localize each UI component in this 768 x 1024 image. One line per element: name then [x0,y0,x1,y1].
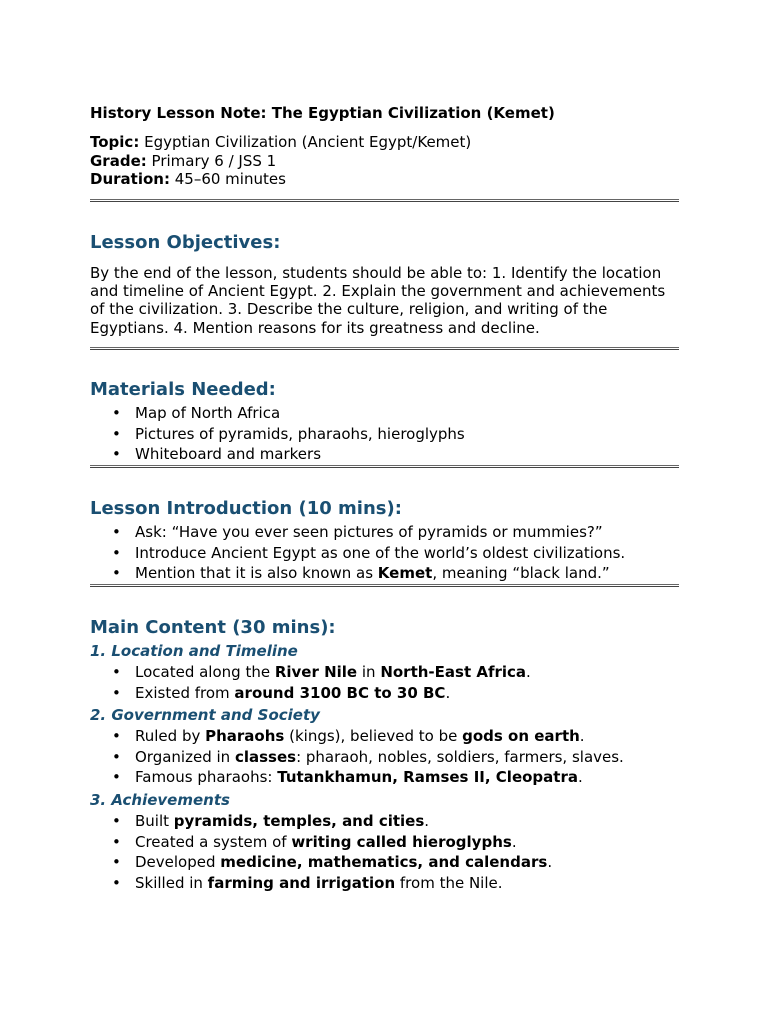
item-emphasis: medicine, mathematics, and calendars [220,853,548,871]
list-item: • Map of North Africa [90,403,465,424]
list-item [90,873,552,894]
topic-value: Egyptian Civilization (Ancient Egypt/Kemet) [144,133,472,151]
list-item: • Whiteboard and markers [90,444,465,465]
item-text: Skilled in [135,873,208,892]
list-item [90,662,531,683]
list-item [90,747,624,768]
item-emphasis: gods on earth [462,727,580,745]
item-text: . [424,812,430,830]
item-text: from the Nile. [395,873,503,892]
item-text: in [357,663,381,681]
item-emphasis: River Nile [274,663,358,681]
list-item [90,767,624,788]
document-title: History Lesson Note: The Egyptian Civilization (Kemet) [90,104,555,122]
item-text: Located along the [135,663,275,681]
list-item [90,563,625,584]
item-text: . [445,683,451,702]
item-text: Famous pharaohs: [135,768,278,786]
grade-line [90,152,471,171]
item-text: Ruled by [135,727,206,745]
list-item: • Introduce Ancient Egypt as one of the world’s oldest civilizations. [90,543,625,564]
item-emphasis: Kemet [377,564,433,582]
section-list [90,726,624,788]
duration-line [90,170,471,189]
introduction-heading: Lesson Introduction (10 mins): [90,498,402,519]
item-text: Mention that it is also known as [135,564,378,582]
lesson-meta [90,133,471,189]
item-text: , meaning “black land.” [432,564,610,582]
section-title: 1. Location and Timeline [90,642,298,660]
item-text: : pharaoh, nobles, soldiers, farmers, slaves. [296,747,624,766]
list-item: • Pictures of pyramids, pharaohs, hieroglyphs [90,424,465,445]
item-emphasis: farming and irrigation [207,873,396,892]
objectives-heading: Lesson Objectives: [90,232,281,253]
divider [90,199,679,202]
item-emphasis: classes [234,747,297,766]
item-emphasis: Tutankhamun, Ramses II, Cleopatra [277,768,578,786]
item-text: Created a system of [135,832,292,851]
materials-list [90,403,465,465]
topic-line [90,133,471,152]
section-list [90,662,531,703]
item-text: Existed from [135,683,235,702]
item-emphasis: pyramids, temples, and cities [173,812,425,830]
duration-label: Duration: [90,170,170,188]
item-text: . [577,768,583,786]
section-list [90,811,552,893]
item-emphasis: Pharaohs [205,727,285,745]
item-emphasis: writing called hieroglyphs [291,832,512,851]
list-item: • Ask: “Have you ever seen pictures of pyramids or mummies?” [90,522,625,543]
item-emphasis: around 3100 BC to 30 BC [234,683,446,702]
item-text: Developed [135,853,221,871]
materials-heading: Materials Needed: [90,379,276,400]
list-item [90,852,552,873]
topic-label: Topic: [90,133,140,151]
item-emphasis: North-East Africa [380,663,527,681]
list-item [90,683,531,704]
duration-value: 45–60 minutes [174,170,286,188]
grade-value: Primary 6 / JSS 1 [151,151,277,170]
grade-label: Grade: [90,151,147,170]
main-content-heading: Main Content (30 mins): [90,617,336,638]
divider [90,465,679,468]
divider [90,347,679,350]
list-item [90,832,552,853]
item-text: Organized in [135,747,235,766]
item-text: . [547,853,553,871]
list-item [90,811,552,832]
item-text: Built [135,812,174,830]
section-title: 3. Achievements [90,791,230,809]
item-text: . [579,727,585,745]
item-text: . [526,663,531,681]
introduction-list [90,522,625,584]
list-item [90,726,624,747]
objectives-text: By the end of the lesson, students should be able to: 1. Identify the location and timeline of Ancient Egypt. 2. Explain the government and achievements of the civilization. 3. Describe the culture, religion, and writing of the Egyptians. 4. Mention reasons for its greatness and decline. [90,264,666,337]
divider [90,584,679,587]
item-text: . [511,832,517,851]
section-title: 2. Government and Society [90,706,320,724]
item-text: (kings), believed to be [284,727,463,745]
